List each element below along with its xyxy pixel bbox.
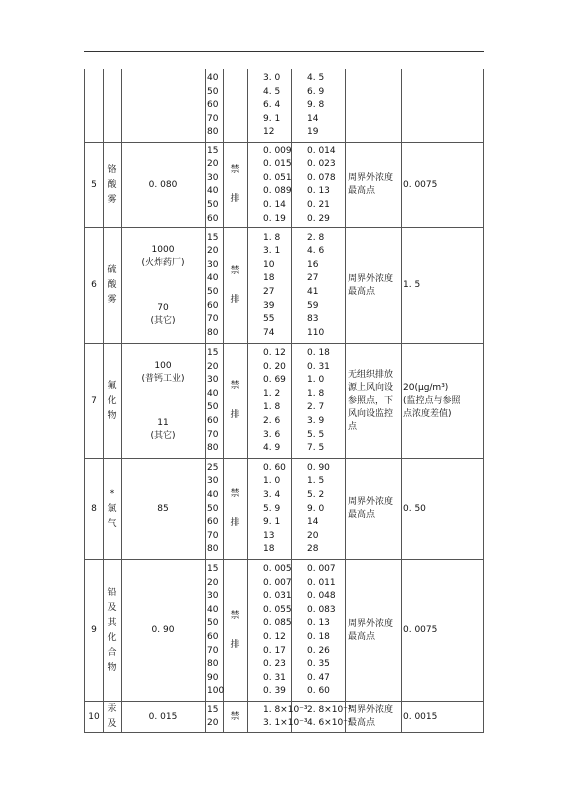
emission-rate-grade3-value: 0. 60 (307, 686, 330, 697)
emission-rate-grade2-value: 1. 8 (263, 232, 281, 243)
stack-height-value: 30 (207, 375, 219, 386)
column-divider (205, 344, 206, 458)
pollutant-name-char: 雾 (107, 194, 117, 205)
emission-rate-grade2-value: 4. 9 (263, 443, 281, 454)
emission-rate-grade2-value: 39 (263, 300, 275, 311)
emission-rate-grade3-value: 4. 5 (307, 73, 325, 83)
pollutant-name (103, 459, 121, 559)
emission-rate-grade2-value: 2. 6 (263, 416, 281, 427)
concentration-text: (火炸药厂) (141, 258, 185, 268)
pollutant-name (103, 143, 121, 227)
concentration-text: 0. 015 (148, 711, 178, 722)
stack-height-value: 60 (207, 100, 219, 111)
emission-rate-grade2-value: 6. 4 (263, 100, 281, 111)
emission-rate-grade2-value: 0. 007 (263, 577, 292, 588)
stack-height-value: 60 (207, 300, 219, 311)
emission-rate-grade2 (263, 72, 291, 140)
limit-text: 0. 0075 (403, 625, 438, 635)
emission-rate-grade2-value: 0. 31 (263, 672, 286, 683)
emission-rate-grade2-value: 55 (263, 314, 275, 325)
emission-rate-grade3 (307, 72, 345, 140)
emission-rate-grade2-value: 1. 0 (263, 476, 281, 487)
pollutant-name-char: 氯 (107, 503, 117, 514)
emission-rate-grade3 (307, 462, 345, 557)
emission-rate-grade3-value: 27 (307, 273, 319, 284)
emission-rate-grade3-value: 59 (307, 300, 319, 311)
emission-rate-grade3-value: 6. 9 (307, 86, 325, 97)
stack-height-value: 40 (207, 273, 219, 284)
concentration-text: (其它) (150, 315, 176, 326)
pollutant-name-char: 物 (107, 410, 117, 421)
emission-rate-grade3-value: 0. 014 (307, 145, 336, 156)
monitoring-text: 周界外浓度 (348, 173, 394, 183)
emission-rate-grade2-value: 27 (263, 286, 275, 297)
stack-height-value: 20 (207, 577, 219, 588)
concentration-text: 85 (157, 503, 169, 514)
column-divider (247, 143, 248, 227)
emission-rate-grade3 (307, 145, 345, 227)
monitoring-text: 风向设监控 (348, 408, 394, 419)
emission-rate-grade3 (307, 232, 345, 341)
table-row (84, 143, 484, 228)
emission-rate-grade2-value: 0. 015 (263, 159, 292, 170)
row-number: 6 (91, 280, 97, 290)
emission-rate-grade3-value: 41 (307, 286, 319, 297)
emission-rate-grade3-value: 2. 8×10⁻³ (307, 704, 352, 715)
fugitive-limit (401, 69, 485, 142)
max-concentration (121, 228, 205, 286)
column-divider (291, 344, 292, 458)
emission-rate-grade3-value: 19 (307, 127, 319, 138)
emission-rate-grade3-value: 0. 47 (307, 672, 330, 683)
emission-rate-grade2 (263, 563, 291, 699)
emission-rate-grade2-value: 3. 1 (263, 246, 281, 257)
table-row (84, 702, 484, 733)
pollutant-name-char: 铅 (107, 587, 117, 598)
max-concentration (121, 402, 205, 459)
max-concentration (121, 286, 205, 343)
max-concentration (121, 143, 205, 227)
stack-height (207, 704, 223, 731)
fugitive-limit (401, 228, 485, 343)
table-row (84, 344, 484, 459)
stack-height-value: 50 (207, 200, 219, 211)
stack-height-value: 70 (207, 530, 219, 541)
stack-height-value: 50 (207, 402, 219, 413)
emission-rate-grade2-value: 0. 39 (263, 686, 286, 697)
prohibited-char: 排 (230, 410, 240, 420)
emission-rate-grade3-value: 9. 0 (307, 503, 325, 514)
emission-rate-grade3-value: 7. 5 (307, 443, 325, 454)
emission-rate-grade2-value: 1. 8×10⁻³ (263, 704, 308, 715)
pollutant-name-char: * (109, 488, 115, 499)
pollutant-name-char: 及 (107, 602, 117, 613)
stack-height-value: 50 (207, 503, 219, 514)
fugitive-limit (401, 143, 485, 227)
pollutant-name-char: 硫 (107, 265, 117, 275)
pollutant-name (103, 702, 121, 732)
monitoring-point (345, 143, 401, 227)
emission-rate-grade3-value: 28 (307, 544, 319, 555)
prohibited-char: 禁 (230, 165, 240, 175)
stack-height-value: 70 (207, 314, 219, 325)
emission-rate-grade3-value: 0. 13 (307, 618, 330, 629)
stack-height-value: 80 (207, 443, 219, 454)
row-number: 7 (91, 395, 97, 406)
stack-height-value: 30 (207, 476, 219, 487)
emission-rate-grade2-value: 3. 1×10⁻³ (263, 718, 308, 729)
stack-height-value: 40 (207, 604, 219, 615)
emission-rate-grade3-value: 0. 083 (307, 604, 336, 615)
emission-rate-grade2-value: 0. 19 (263, 213, 286, 224)
column-divider (291, 228, 292, 343)
emission-rate-grade3 (307, 704, 352, 731)
emission-rate-grade2-value: 12 (263, 127, 275, 138)
stack-height-value: 40 (207, 388, 219, 399)
stack-height-value: 15 (207, 704, 219, 715)
emission-rate-grade2-value: 1. 2 (263, 388, 281, 399)
stack-height-value: 20 (207, 361, 219, 372)
column-divider (247, 459, 248, 559)
emission-rate-grade3-value: 14 (307, 113, 319, 124)
emission-rate-grade2-value: 0. 051 (263, 172, 292, 183)
emission-rate-grade2-value: 18 (263, 273, 275, 284)
pollutant-name (103, 69, 121, 142)
emission-rate-grade2-value: 0. 085 (263, 618, 292, 629)
emission-rate-grade2-value: 4. 5 (263, 86, 281, 97)
stack-height (207, 462, 223, 557)
emission-rate-grade3-value: 83 (307, 314, 319, 325)
emission-rate-grade2-value: 0. 089 (263, 186, 292, 197)
stack-height-value: 80 (207, 127, 219, 138)
fugitive-limit (401, 459, 485, 559)
fugitive-limit (401, 344, 485, 458)
limit-text: 0. 0075 (403, 179, 438, 190)
concentration-text: 0. 90 (151, 625, 175, 635)
emission-rate-grade3-value: 2. 8 (307, 232, 325, 243)
stack-height-value: 25 (207, 462, 219, 473)
prohibited-discharge (223, 344, 247, 458)
row-number: 5 (91, 179, 97, 190)
prohibited-char: 排 (230, 639, 240, 650)
emission-rate-grade3-value: 1. 8 (307, 388, 325, 399)
concentration-text: 1000 (151, 245, 175, 255)
table-row (84, 228, 484, 344)
column-divider (205, 143, 206, 227)
limit-text: 0. 0015 (403, 711, 438, 722)
stack-height-value: 30 (207, 172, 219, 183)
max-concentration (121, 344, 205, 402)
monitoring-text: 最高点 (348, 718, 376, 728)
prohibited-discharge (223, 459, 247, 559)
pollutant-name-char: 物 (107, 662, 117, 673)
prohibited-char: 禁 (230, 711, 240, 722)
fugitive-limit (401, 560, 485, 701)
emission-rate-grade3-value: 0. 007 (307, 564, 336, 574)
pollutant-name-char: 铬 (107, 164, 117, 175)
stack-height-value: 15 (207, 232, 219, 243)
monitoring-point (345, 69, 401, 142)
emission-rate-grade2-value: 3. 4 (263, 490, 281, 501)
column-divider (205, 69, 206, 142)
limit-text: 0. 50 (403, 503, 426, 514)
emission-rate-grade3-value: 0. 078 (307, 172, 336, 183)
column-divider (205, 459, 206, 559)
emission-rate-grade3-value: 0. 18 (307, 348, 330, 359)
prohibited-char: 排 (230, 194, 240, 204)
emission-rate-grade3-value: 0. 21 (307, 200, 330, 211)
emission-rate-grade2-value: 9. 1 (263, 517, 281, 528)
stack-height (207, 563, 223, 699)
concentration-text: (其它) (150, 430, 176, 441)
stack-height-value: 90 (207, 672, 219, 683)
emission-rate-grade2-value: 10 (263, 259, 275, 270)
pollutant-name-char: 酸 (107, 280, 117, 290)
emission-rate-grade2-value: 74 (263, 327, 275, 338)
emission-rate-grade2-value: 0. 17 (263, 645, 286, 656)
concentration-text: 100 (154, 360, 172, 371)
stack-height-value: 20 (207, 718, 219, 729)
pollutant-name-char: 其 (107, 617, 117, 628)
stack-height-value: 40 (207, 186, 219, 197)
row-number: 9 (91, 625, 97, 635)
monitoring-point (345, 560, 401, 701)
emission-rate-grade3 (307, 347, 345, 456)
prohibited-discharge (223, 702, 247, 732)
pollutant-name-char: 化 (107, 632, 117, 643)
monitoring-text: 周界外浓度 (348, 273, 394, 284)
prohibited-char: 禁 (230, 265, 240, 276)
stack-height-value: 30 (207, 591, 219, 602)
column-divider (205, 560, 206, 701)
pollutant-name (103, 560, 121, 701)
stack-height (207, 145, 223, 227)
limit-text: (监控点与参照 (403, 395, 461, 406)
emission-rate-grade2-value: 1. 8 (263, 402, 281, 413)
stack-height-value: 30 (207, 259, 219, 270)
pollutant-name-char: 气 (107, 518, 117, 529)
emission-rate-grade3-value: 0. 90 (307, 462, 330, 473)
pollutant-name-char: 化 (107, 395, 117, 406)
emission-rate-grade2 (263, 462, 291, 557)
stack-height-value: 15 (207, 564, 219, 574)
row-number: 8 (91, 503, 97, 514)
pollutant-name (103, 344, 121, 458)
emission-rate-grade3-value: 0. 13 (307, 186, 330, 197)
emission-rate-grade2 (263, 704, 308, 731)
max-concentration (121, 560, 205, 701)
emission-rate-grade2-value: 0. 009 (263, 145, 292, 156)
stack-height-value: 40 (207, 73, 219, 83)
emission-rate-grade2-value: 3. 0 (263, 73, 281, 83)
emission-rate-grade2-value: 0. 12 (263, 631, 286, 642)
pollutant-name-char: 酸 (107, 179, 117, 190)
emission-rate-grade3-value: 110 (307, 327, 325, 338)
emission-rate-grade2-value: 0. 031 (263, 591, 292, 602)
max-concentration (121, 459, 205, 559)
column-divider (291, 459, 292, 559)
emission-rate-grade2-value: 0. 20 (263, 361, 286, 372)
stack-height-value: 40 (207, 490, 219, 501)
stack-height-value: 60 (207, 631, 219, 642)
monitoring-text: 最高点 (348, 186, 376, 196)
stack-height-value: 80 (207, 327, 219, 338)
emission-rate-grade3-value: 0. 31 (307, 361, 330, 372)
prohibited-char: 排 (230, 294, 240, 305)
pollutant-name-char: 合 (107, 647, 117, 658)
emission-rate-grade2-value: 0. 14 (263, 200, 286, 211)
stack-height (207, 72, 223, 140)
stack-height-value: 70 (207, 645, 219, 656)
emission-rate-grade2-value: 0. 055 (263, 604, 292, 615)
stack-height-value: 60 (207, 416, 219, 427)
emission-rate-grade3-value: 2. 7 (307, 402, 325, 413)
emission-rate-grade2-value: 0. 60 (263, 462, 286, 473)
emission-rate-grade3-value: 0. 18 (307, 631, 330, 642)
emission-rate-grade2 (263, 232, 291, 341)
column-divider (247, 344, 248, 458)
limit-text: 1. 5 (403, 280, 421, 290)
monitoring-text: 点 (348, 421, 358, 432)
monitoring-text: 参照点，下 (348, 395, 394, 406)
pollutant-name-char: 雾 (107, 295, 117, 305)
emission-rate-grade2-value: 0. 69 (263, 375, 286, 386)
emission-rate-grade3 (307, 563, 345, 699)
monitoring-point (345, 344, 401, 458)
emission-rate-grade2-value: 0. 12 (263, 348, 286, 359)
emission-rate-grade3-value: 3. 9 (307, 416, 325, 427)
table-row (84, 459, 484, 560)
monitoring-text: 周界外浓度 (348, 497, 394, 507)
emission-rate-grade2-value: 13 (263, 530, 275, 541)
emission-rate-grade2 (263, 145, 291, 227)
emission-rate-grade3-value: 16 (307, 259, 319, 270)
prohibited-char: 排 (230, 518, 240, 528)
monitoring-point (345, 702, 401, 732)
stack-height-value: 80 (207, 544, 219, 555)
column-divider (247, 69, 248, 142)
column-divider (247, 228, 248, 343)
column-divider (205, 228, 206, 343)
max-concentration (121, 702, 205, 732)
monitoring-text: 无组织排放 (348, 369, 394, 380)
column-divider (291, 69, 292, 142)
emission-rate-grade2-value: 3. 6 (263, 429, 281, 440)
stack-height-value: 50 (207, 86, 219, 97)
emission-rate-grade2-value: 0. 23 (263, 659, 286, 670)
emission-rate-grade3-value: 0. 023 (307, 159, 336, 170)
emission-rate-grade3-value: 5. 5 (307, 429, 325, 440)
emission-rate-grade2 (263, 347, 291, 456)
concentration-text: (普钙工业) (141, 373, 185, 384)
pollutant-name (103, 228, 121, 343)
monitoring-text: 最高点 (348, 631, 376, 642)
concentration-text: 70 (157, 302, 169, 313)
monitoring-text: 周界外浓度 (348, 618, 394, 629)
limit-text: 20(μg/m³) (403, 382, 449, 393)
pollutant-name-char: 氟 (107, 380, 117, 391)
stack-height (207, 347, 223, 456)
monitoring-text: 最高点 (348, 286, 376, 297)
stack-height-value: 70 (207, 113, 219, 124)
stack-height-value: 15 (207, 348, 219, 359)
emission-rate-grade2-value: 9. 1 (263, 113, 281, 124)
stack-height-value: 50 (207, 286, 219, 297)
emission-rate-grade3-value: 0. 29 (307, 213, 330, 224)
stack-height-value: 20 (207, 246, 219, 257)
monitoring-text: 源上风向设 (348, 382, 394, 393)
emission-rate-grade3-value: 5. 2 (307, 490, 325, 501)
concentration-text: 0. 080 (148, 179, 178, 190)
pollutant-name-char: 汞 (107, 704, 117, 714)
monitoring-point (345, 459, 401, 559)
emission-rate-grade3-value: 14 (307, 517, 319, 528)
column-divider (205, 702, 206, 732)
emission-rate-grade3-value: 1. 5 (307, 476, 325, 487)
stack-height-value: 60 (207, 213, 219, 224)
emission-rate-grade3-value: 1. 0 (307, 375, 325, 386)
stack-height-value: 60 (207, 517, 219, 528)
prohibited-char: 禁 (230, 489, 240, 499)
stack-height-value: 80 (207, 659, 219, 670)
limit-text: 点浓度差值) (403, 408, 452, 419)
stack-height (207, 232, 223, 341)
pollutant-name-char: 及 (107, 719, 117, 729)
header-rule (84, 51, 484, 52)
emission-rate-grade3-value: 0. 35 (307, 659, 330, 670)
fugitive-limit (401, 702, 485, 732)
max-concentration (121, 69, 205, 142)
emission-rate-grade3-value: 20 (307, 530, 319, 541)
stack-height-value: 15 (207, 145, 219, 156)
row-number (85, 69, 103, 142)
table-row (84, 69, 484, 143)
stack-height-value: 50 (207, 618, 219, 629)
stack-height-value: 70 (207, 429, 219, 440)
row-number: 10 (88, 711, 100, 722)
emission-rate-grade2-value: 0. 005 (263, 564, 292, 574)
column-divider (247, 560, 248, 701)
emission-rate-grade3-value: 9. 8 (307, 100, 325, 111)
emission-rate-grade2-value: 18 (263, 544, 275, 555)
emission-rate-grade3-value: 0. 011 (307, 577, 336, 588)
prohibited-char: 禁 (230, 381, 240, 391)
prohibited-discharge (223, 560, 247, 701)
emission-rate-grade2-value: 5. 9 (263, 503, 281, 514)
stack-height-value: 100 (207, 686, 225, 697)
stack-height-value: 20 (207, 159, 219, 170)
monitoring-text: 最高点 (348, 510, 376, 520)
prohibited-discharge (223, 228, 247, 343)
monitoring-point (345, 228, 401, 343)
concentration-text: 11 (157, 417, 169, 428)
emission-rate-grade3-value: 0. 26 (307, 645, 330, 656)
column-divider (247, 702, 248, 732)
monitoring-text: 周界外浓度 (348, 705, 394, 715)
prohibited-char: 禁 (230, 610, 240, 621)
table-row (84, 560, 484, 702)
emission-rate-grade3-value: 4. 6×10⁻³ (307, 718, 352, 729)
prohibited-discharge (223, 143, 247, 227)
emission-rate-grade3-value: 4. 6 (307, 246, 325, 257)
emission-rate-grade3-value: 0. 048 (307, 591, 336, 602)
prohibited-discharge (223, 69, 247, 142)
